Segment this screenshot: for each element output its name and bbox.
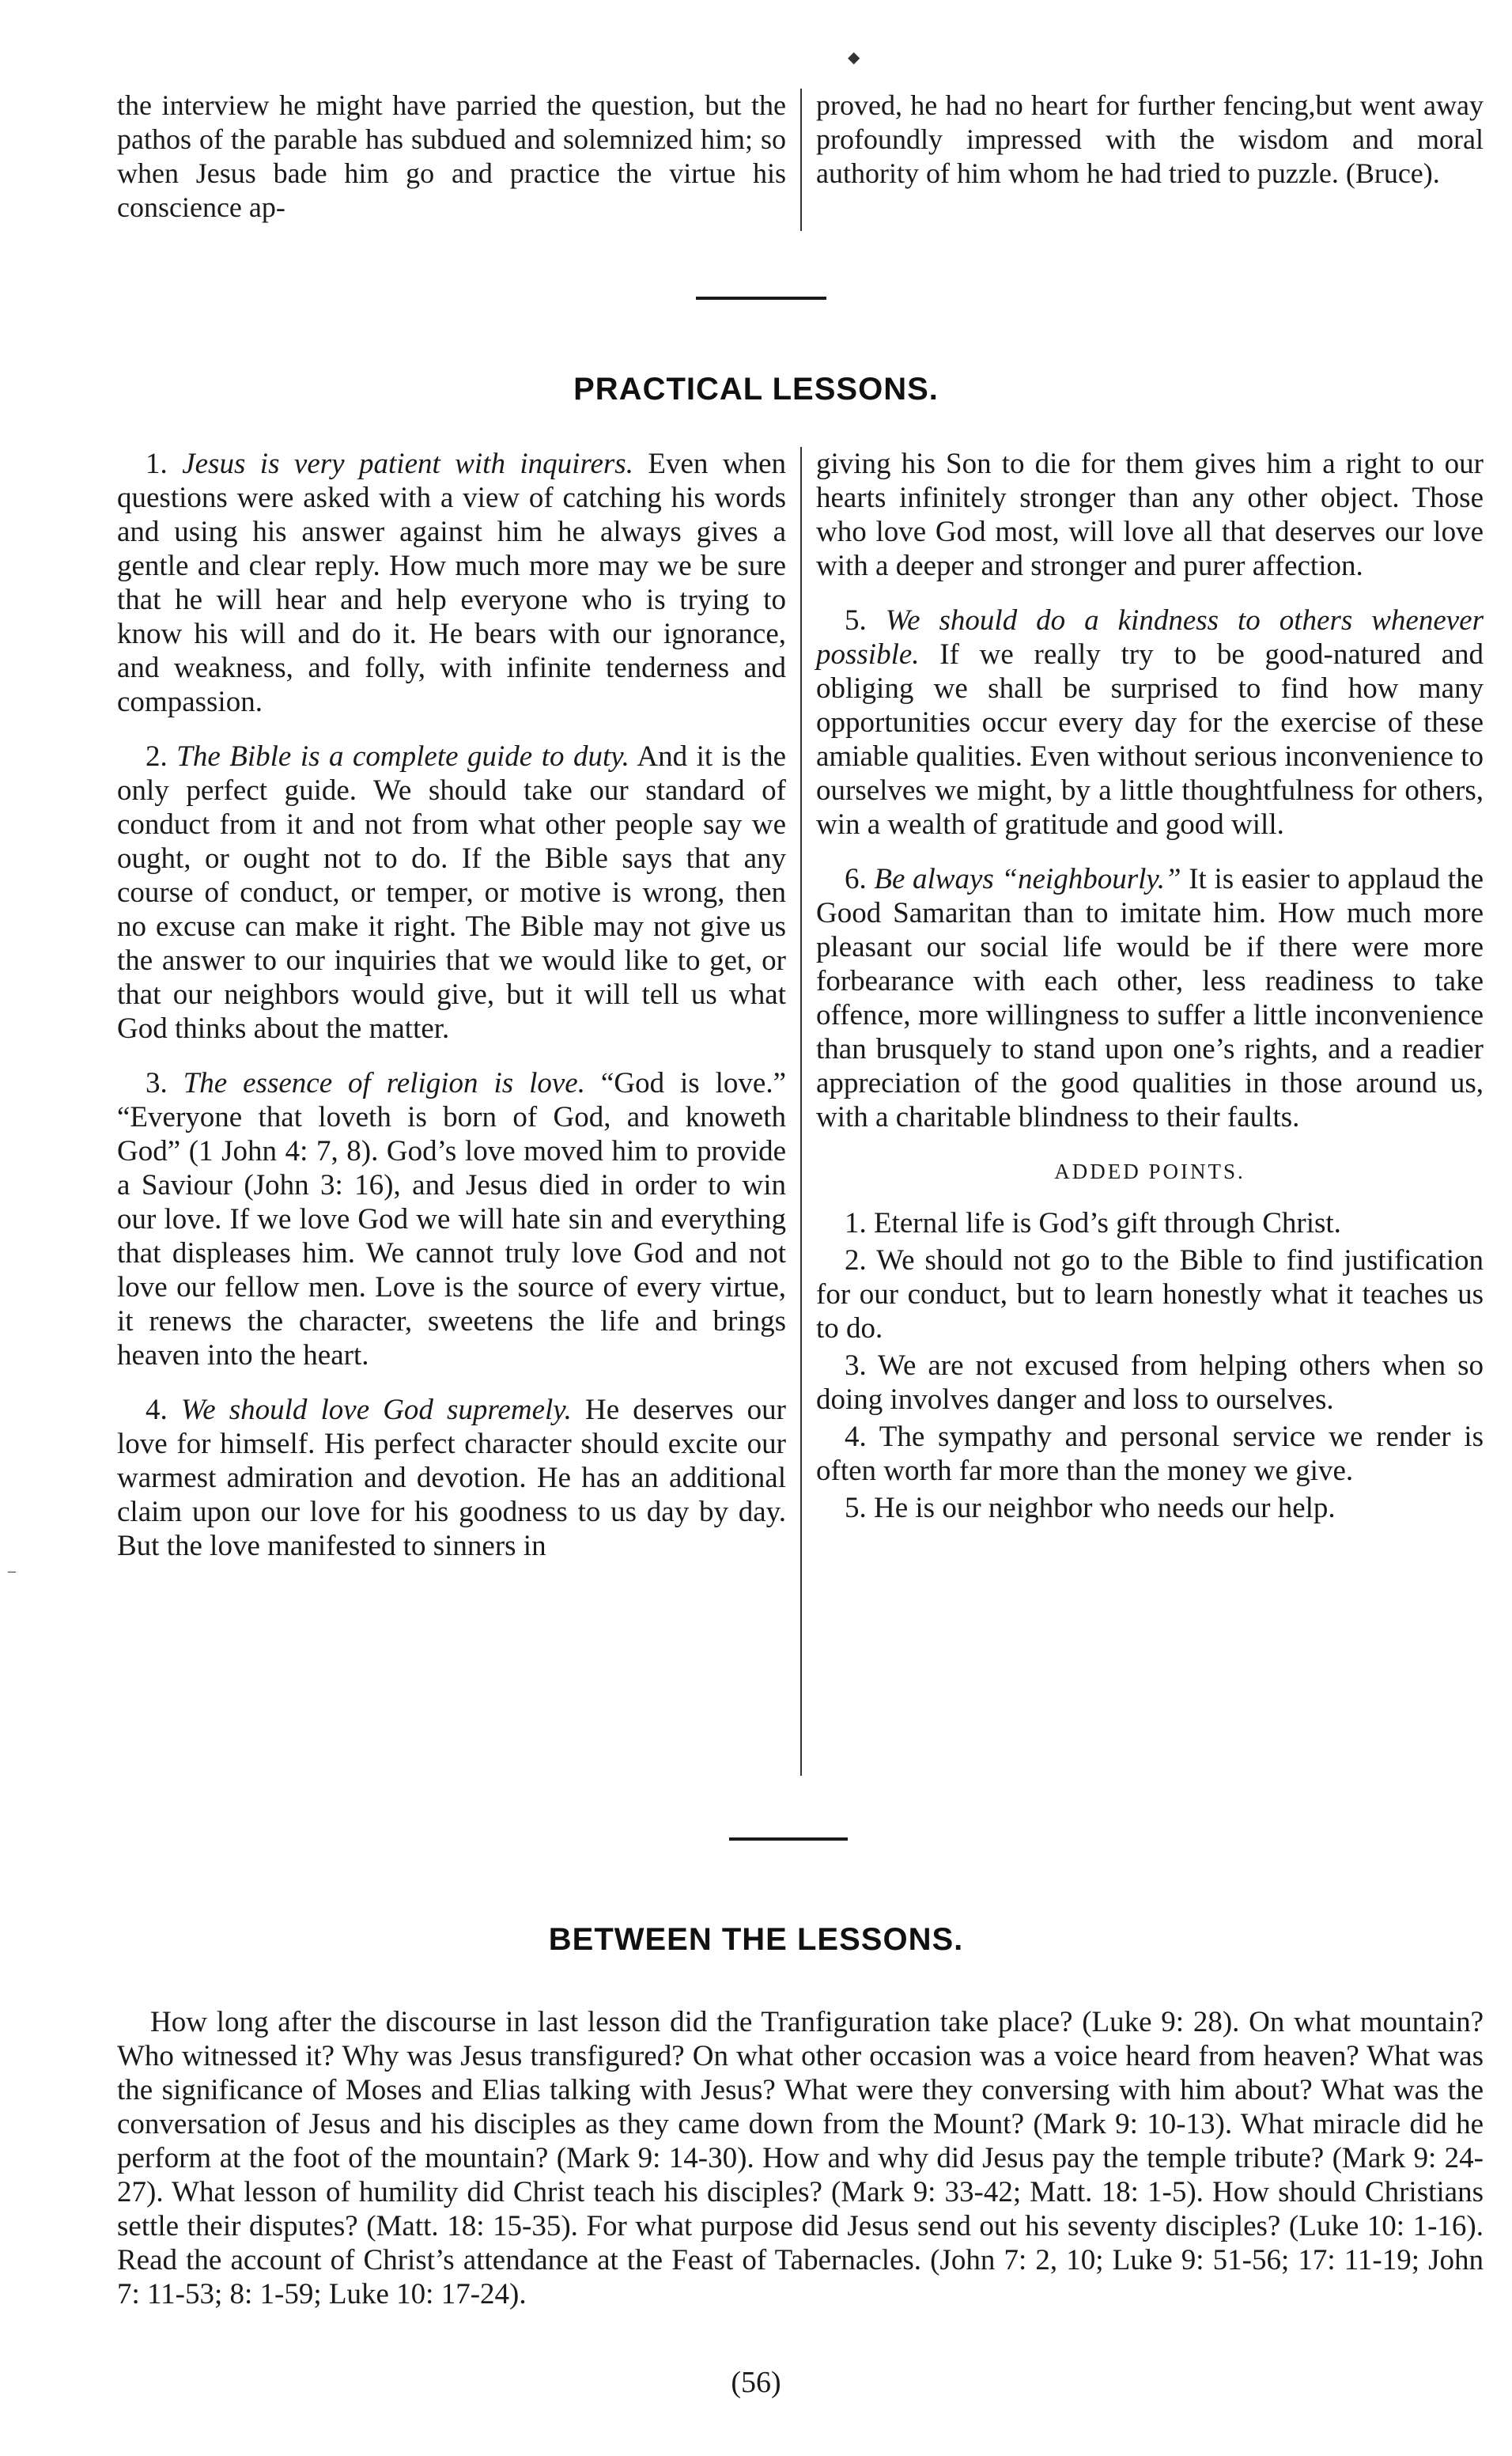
lesson-number: 2. <box>146 740 168 773</box>
lesson-4 <box>117 1393 786 1563</box>
added-points-list <box>816 1206 1484 1525</box>
between-lessons-heading: BETWEEN THE LESSONS. <box>548 1922 964 1957</box>
lesson-title: We should love God supremely. <box>180 1394 572 1426</box>
lesson-number: 4. <box>146 1394 168 1426</box>
added-point: 5. He is our neighbor who needs our help. <box>845 1492 1336 1524</box>
lesson-number: 3. <box>146 1067 168 1099</box>
between-lessons-text: How long after the discourse in last lesson did the Tranfiguration take place? (Luke 9: 28). On what mountain? Who witnessed it? Why was Jesus transfigured? On what other occasion was a voice heard from heaven? What was the significance of Moses and Elias talking with Jesus? What were they conversing with him about? What was the conversation of Jesus and his disciples as they came down from the Mount? (Mark 9: 10-13). What miracle did he perform at the foot of the mountain? (Mark 9: 14-30). How and why did Jesus pay the temple tribute? (Mark 9: 24-27). What lesson of humility did Christ teach his disciples? (Mark 9: 33-42; Matt. 18: 1-5). How should Christians settle their disputes? (Matt. 18: 15-35). For what purpose did Jesus send out his seventy disciples? (Luke 10: 1-16). Read the account of Christ’s attendance at the Feast of Tabernacles. (John 7: 2, 10; Luke 9: 51-56; 17: 11-19; John 7: 11-53; 8: 1-59; Luke 10: 17-24). <box>117 2006 1484 2310</box>
added-point: 3. We are not excused from helping others when so doing involves danger and loss to ourselves. <box>816 1349 1484 1416</box>
lesson-text: “God is love.” “Everyone that loveth is born of God, and knoweth God” (1 John 4: 7, 8). God’s love moved him to provide a Saviour (John 3: 16), and Jesus died in order to win our love. If we love God we will hate sin and everything that displeases him. We cannot truly love God and not love our fellow men. Love is the source of every virtue, it renews the character, sweetens the life and brings heaven into the heart. <box>117 1067 786 1372</box>
added-point: 1. Eternal life is God’s gift through Christ. <box>845 1207 1341 1239</box>
added-point: 4. The sympathy and personal service we render is often worth far more than the money we give. <box>816 1421 1484 1487</box>
divider-rule-1 <box>696 297 826 300</box>
stray-mark-top: ◆ <box>848 49 860 66</box>
lesson-4-continuation: giving his Son to die for them gives him a right to our hearts infinitely stronger than any other object. Those who love God most, will love all that deserves our love with a deeper and stronger and purer affection. <box>816 448 1484 582</box>
page-number: (56) <box>731 2366 781 2399</box>
lesson-text: If we really try to be good-natured and obliging we shall be surprised to find how many opportunities occur every day for the exercise of these amiable qualities. Even without serious inconvenience to ourselves we might, by a little thoughtfulness for others, win a wealth of gratitude and good will. <box>816 638 1484 841</box>
lesson-3 <box>117 1066 786 1372</box>
added-points-heading: ADDED POINTS. <box>1054 1160 1246 1183</box>
lesson-5 <box>816 604 1484 842</box>
top-continuation <box>117 89 1484 231</box>
added-point: 2. We should not go to the Bible to find justification for our conduct, but to learn honestly what it teaches us to do. <box>816 1244 1484 1345</box>
lesson-number: 5. <box>845 604 867 637</box>
lesson-title: We should do a kindness to others whenever possible. <box>816 604 1484 671</box>
lesson-number: 1. <box>146 448 168 480</box>
stray-mark-left: – <box>8 1562 16 1580</box>
top-right-column: proved, he had no heart for further fencing,but went away profoundly impressed with the wisdom and moral authority of him whom he had tried to puzzle. (Bruce). <box>800 89 1484 231</box>
lesson-6 <box>816 862 1484 1134</box>
lesson-text: He deserves our love for himself. His perfect character should excite our warmest admiration and devotion. He has an additional claim upon our love for his goodness to us day by day. But the love manifested to sinners in <box>117 1394 786 1562</box>
lesson-text: It is easier to applaud the Good Samaritan than to imitate him. How much more pleasant our social life would be if there were more forbearance with each other, less readiness to take offence, more willingness to suffer a little inconvenience than brusquely to stand upon one’s rights, and a readier appreciation of the good qualities in those around us, with a charitable blindness to their faults. <box>816 863 1484 1133</box>
lesson-2 <box>117 740 786 1046</box>
top-left-column: the interview he might have parried the question, but the pathos of the parable has subdued and solemnized him; so when Jesus bade him go and practice the virtue his conscience ap- <box>117 89 786 223</box>
lesson-1 <box>117 447 786 719</box>
practical-lessons <box>117 447 1484 1776</box>
lessons-left-column <box>117 447 800 1776</box>
divider-rule-2 <box>729 1837 848 1841</box>
lessons-right-column <box>800 447 1484 1776</box>
lesson-text: And it is the only perfect guide. We should take our standard of conduct from it and not from what other people say we ought, or ought not to do. If the Bible says that any course of conduct, or temper, or motive is wrong, then no excuse can make it right. The Bible may not give us the answer to our inquiries that we would like to get, or that our neighbors would give, but it will tell us what God thinks about the matter. <box>117 740 786 1045</box>
lesson-title: Jesus is very patient with inquirers. <box>182 448 633 480</box>
practical-lessons-heading: PRACTICAL LESSONS. <box>573 372 939 407</box>
lesson-number: 6. <box>845 863 867 895</box>
lesson-title: The Bible is a complete guide to duty. <box>176 740 629 773</box>
lesson-title: The essence of religion is love. <box>183 1067 585 1099</box>
lesson-title: Be always “neighbourly.” <box>874 863 1181 895</box>
lesson-text: Even when questions were asked with a view of catching his words and using his answer against him he always gives a gentle and clear reply. How much more may we be sure that he will hear and help everyone who is trying to know his will and do it. He bears with our ignorance, and weakness, and folly, with infinite tenderness and compassion. <box>117 448 787 718</box>
